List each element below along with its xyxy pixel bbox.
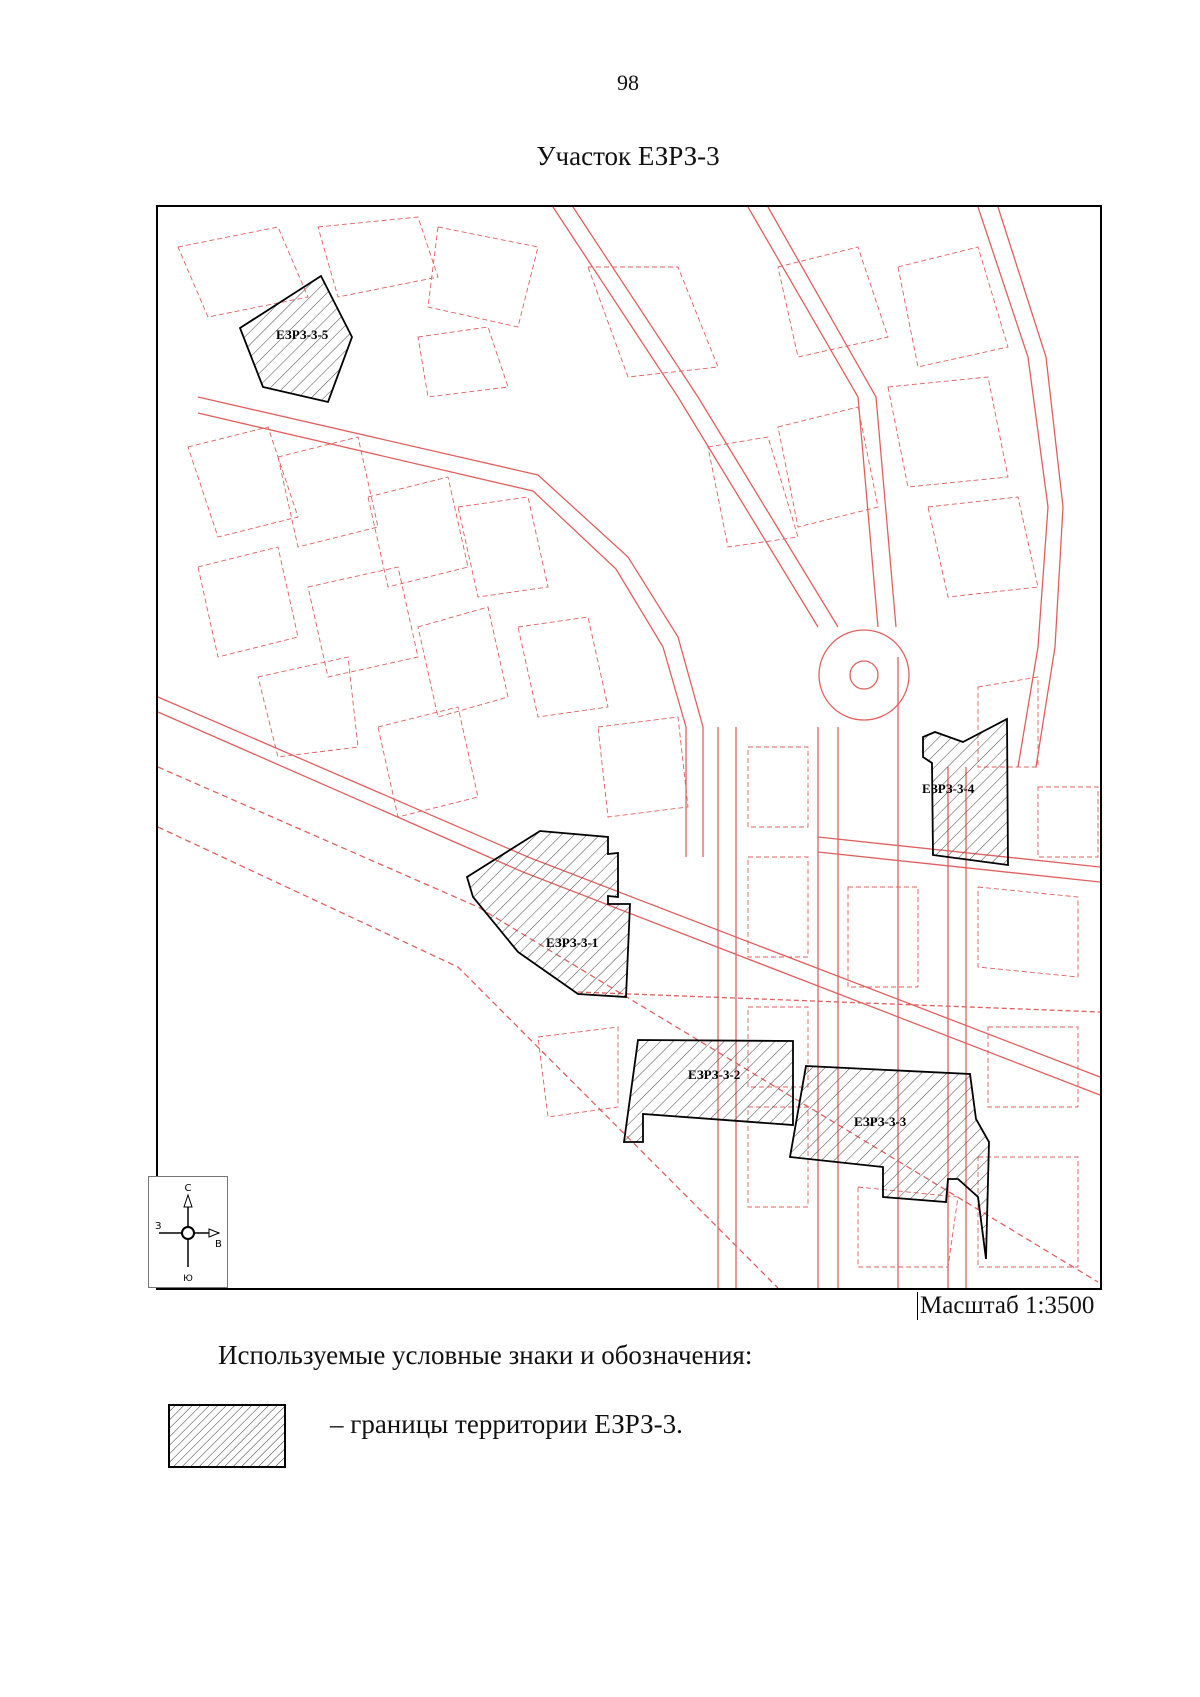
zone-label-2: ЕЗРЗ-3-2 <box>688 1067 741 1082</box>
compass-rose <box>148 1176 228 1288</box>
compass-icon <box>149 1177 227 1287</box>
hatched-rectangle-icon <box>168 1404 286 1468</box>
zone-polygons <box>240 276 1008 1259</box>
zone-ezrz-3-2 <box>624 1040 793 1142</box>
scale-label: Масштаб 1:3500 <box>917 1292 1094 1320</box>
compass-east: В <box>215 1239 222 1250</box>
legend-title: Используемые условные знаки и обозначения: <box>218 1340 753 1370</box>
zone-labels <box>276 327 975 1129</box>
compass-west: З <box>155 1221 162 1232</box>
zone-ezrz-3-3 <box>790 1066 989 1259</box>
map-frame <box>156 205 1102 1290</box>
legend-item-text: – границы территории ЕЗРЗ-3. <box>330 1409 683 1439</box>
cadastral-map <box>158 207 1100 1288</box>
zone-ezrz-3-1 <box>467 831 630 997</box>
compass-north: С <box>184 1183 192 1194</box>
zone-label-1: ЕЗРЗ-3-1 <box>546 935 599 950</box>
zone-label-4: ЕЗРЗ-3-4 <box>922 781 975 796</box>
zone-label-3: ЕЗРЗ-3-3 <box>854 1114 907 1129</box>
compass-south: Ю <box>183 1274 193 1284</box>
page-title: Участок ЕЗРЗ-3 <box>536 141 720 171</box>
zone-label-5: ЕЗРЗ-3-5 <box>276 327 329 342</box>
page-number: 98 <box>617 70 639 95</box>
